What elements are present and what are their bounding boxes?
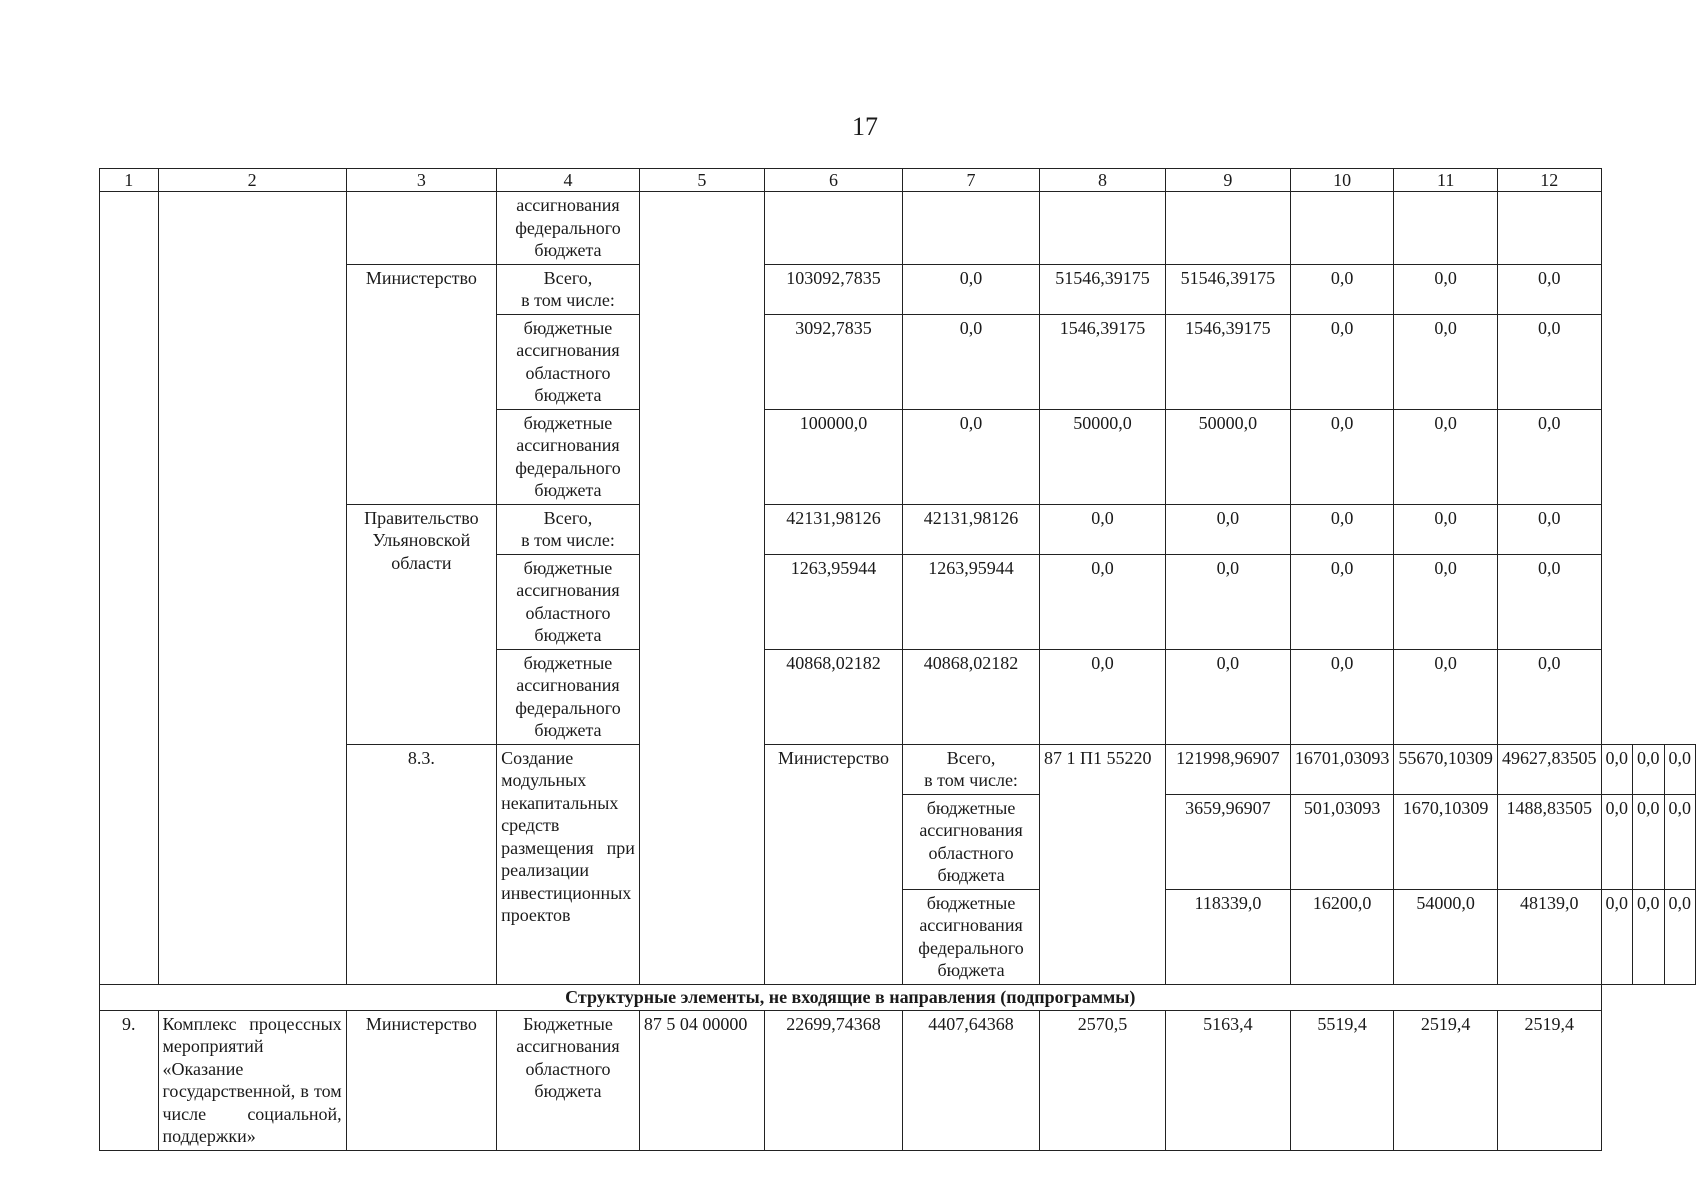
cell-value: 0,0 bbox=[1497, 409, 1601, 504]
cell-value: 0,0 bbox=[903, 264, 1040, 314]
cell-value: 0,0 bbox=[1497, 649, 1601, 744]
cell-name bbox=[158, 192, 346, 985]
column-header: 9 bbox=[1165, 169, 1290, 192]
cell-value: 0,0 bbox=[1497, 314, 1601, 409]
cell-name: Создание модульных некапитальных средств размещения при реализации инвестиционных проектов bbox=[497, 744, 640, 984]
cell-value: 118339,0 bbox=[1165, 889, 1290, 984]
cell-value: 2519,4 bbox=[1497, 1010, 1601, 1150]
cell-value bbox=[1039, 192, 1165, 265]
cell-value: 0,0 bbox=[1601, 744, 1633, 794]
section-title: Структурные элементы, не входящие в направления (подпрограммы) bbox=[100, 984, 1602, 1010]
cell-value: 55670,10309 bbox=[1394, 744, 1498, 794]
cell-executor bbox=[346, 192, 496, 265]
column-header: 4 bbox=[497, 169, 640, 192]
cell-source: бюджетные ассигнования федерального бюджета bbox=[497, 409, 640, 504]
cell-value bbox=[1290, 192, 1394, 265]
cell-source: Всего, в том числе: bbox=[497, 264, 640, 314]
cell-source: бюджетные ассигнования областного бюджета bbox=[497, 554, 640, 649]
column-header: 8 bbox=[1039, 169, 1165, 192]
cell-value: 51546,39175 bbox=[1165, 264, 1290, 314]
cell-value: 4407,64368 bbox=[903, 1010, 1040, 1150]
cell-value: 0,0 bbox=[1633, 889, 1665, 984]
cell-value: 0,0 bbox=[1394, 264, 1498, 314]
cell-value: 42131,98126 bbox=[903, 504, 1040, 554]
cell-value: 0,0 bbox=[903, 409, 1040, 504]
cell-value: 0,0 bbox=[1497, 264, 1601, 314]
cell-value bbox=[1394, 192, 1498, 265]
cell-value: 0,0 bbox=[1633, 744, 1665, 794]
cell-value: 0,0 bbox=[1394, 314, 1498, 409]
cell-value: 103092,7835 bbox=[764, 264, 902, 314]
cell-value: 1488,83505 bbox=[1497, 794, 1601, 889]
cell-value: 0,0 bbox=[1601, 889, 1633, 984]
cell-value: 0,0 bbox=[1290, 409, 1394, 504]
cell-value: 0,0 bbox=[1290, 264, 1394, 314]
column-header: 2 bbox=[158, 169, 346, 192]
cell-value: 1263,95944 bbox=[903, 554, 1040, 649]
column-header: 5 bbox=[639, 169, 764, 192]
table-row bbox=[100, 192, 1696, 265]
cell-value: 0,0 bbox=[1633, 794, 1665, 889]
column-header: 12 bbox=[1497, 169, 1601, 192]
cell-value: 0,0 bbox=[1165, 554, 1290, 649]
cell-value: 0,0 bbox=[1290, 554, 1394, 649]
cell-value: 3092,7835 bbox=[764, 314, 902, 409]
cell-value bbox=[1497, 192, 1601, 265]
cell-value: 0,0 bbox=[1664, 889, 1696, 984]
cell-value: 1546,39175 bbox=[1165, 314, 1290, 409]
cell-value: 0,0 bbox=[1394, 409, 1498, 504]
cell-value: 22699,74368 bbox=[764, 1010, 902, 1150]
cell-source: бюджетные ассигнования областного бюджета bbox=[497, 314, 640, 409]
cell-source: бюджетные ассигнования федерального бюджета bbox=[497, 649, 640, 744]
cell-value: 5163,4 bbox=[1165, 1010, 1290, 1150]
cell-value: 0,0 bbox=[1497, 504, 1601, 554]
cell-value: 0,0 bbox=[1165, 504, 1290, 554]
header-row bbox=[100, 169, 1696, 192]
cell-value: 40868,02182 bbox=[764, 649, 902, 744]
cell-number: 9. bbox=[100, 1010, 159, 1150]
cell-executor: Министерство bbox=[346, 1010, 496, 1150]
cell-source: бюджетные ассигнования федерального бюджета bbox=[903, 889, 1040, 984]
cell-value: 0,0 bbox=[1290, 504, 1394, 554]
budget-table bbox=[99, 168, 1696, 1151]
column-header: 6 bbox=[764, 169, 902, 192]
cell-value: 1670,10309 bbox=[1394, 794, 1498, 889]
cell-code: 87 1 П1 55220 bbox=[1039, 744, 1165, 984]
cell-value: 54000,0 bbox=[1394, 889, 1498, 984]
cell-name: Комплекс процессных мероприятий «Оказание государственной, в том числе социальной, поддержки» bbox=[158, 1010, 346, 1150]
cell-value: 51546,39175 bbox=[1039, 264, 1165, 314]
cell-value: 49627,83505 bbox=[1497, 744, 1601, 794]
cell-value: 0,0 bbox=[1394, 554, 1498, 649]
cell-number: 8.3. bbox=[346, 744, 496, 984]
cell-value: 50000,0 bbox=[1165, 409, 1290, 504]
cell-value: 0,0 bbox=[1394, 504, 1498, 554]
cell-value: 2570,5 bbox=[1039, 1010, 1165, 1150]
cell-value: 48139,0 bbox=[1497, 889, 1601, 984]
cell-value bbox=[1165, 192, 1290, 265]
cell-source: Бюджетные ассигнования областного бюджета bbox=[497, 1010, 640, 1150]
column-header: 3 bbox=[346, 169, 496, 192]
cell-value: 100000,0 bbox=[764, 409, 902, 504]
cell-source: Всего, в том числе: bbox=[497, 504, 640, 554]
cell-value: 0,0 bbox=[1497, 554, 1601, 649]
cell-executor: Министерство bbox=[764, 744, 902, 984]
cell-value: 16200,0 bbox=[1290, 889, 1394, 984]
cell-value: 0,0 bbox=[1165, 649, 1290, 744]
cell-code: 87 5 04 00000 bbox=[639, 1010, 764, 1150]
cell-source: ассигнования федерального бюджета bbox=[497, 192, 640, 265]
page-number: 17 bbox=[852, 112, 878, 141]
cell-value: 0,0 bbox=[1664, 744, 1696, 794]
column-header: 7 bbox=[903, 169, 1040, 192]
section-row bbox=[100, 984, 1696, 1010]
cell-executor: Министерство bbox=[346, 264, 496, 504]
cell-value: 0,0 bbox=[1039, 504, 1165, 554]
cell-value: 0,0 bbox=[1039, 649, 1165, 744]
cell-code bbox=[639, 192, 764, 985]
cell-value: 0,0 bbox=[1039, 554, 1165, 649]
cell-value: 0,0 bbox=[1394, 649, 1498, 744]
cell-value: 1263,95944 bbox=[764, 554, 902, 649]
cell-value: 0,0 bbox=[903, 314, 1040, 409]
column-header: 11 bbox=[1394, 169, 1498, 192]
cell-value: 1546,39175 bbox=[1039, 314, 1165, 409]
cell-value: 16701,03093 bbox=[1290, 744, 1394, 794]
cell-value: 3659,96907 bbox=[1165, 794, 1290, 889]
cell-value: 501,03093 bbox=[1290, 794, 1394, 889]
cell-value: 0,0 bbox=[1290, 314, 1394, 409]
cell-value: 0,0 bbox=[1664, 794, 1696, 889]
cell-source: Всего, в том числе: bbox=[903, 744, 1040, 794]
cell-number bbox=[100, 192, 159, 985]
cell-value: 50000,0 bbox=[1039, 409, 1165, 504]
cell-value: 121998,96907 bbox=[1165, 744, 1290, 794]
cell-value bbox=[903, 192, 1040, 265]
cell-value: 40868,02182 bbox=[903, 649, 1040, 744]
table-row bbox=[100, 1010, 1696, 1150]
cell-source: бюджетные ассигнования областного бюджета bbox=[903, 794, 1040, 889]
column-header: 10 bbox=[1290, 169, 1394, 192]
cell-value: 5519,4 bbox=[1290, 1010, 1394, 1150]
cell-value bbox=[764, 192, 902, 265]
column-header: 1 bbox=[100, 169, 159, 192]
cell-executor: Правительство Ульяновской области bbox=[346, 504, 496, 744]
cell-value: 0,0 bbox=[1601, 794, 1633, 889]
cell-value: 0,0 bbox=[1290, 649, 1394, 744]
cell-value: 42131,98126 bbox=[764, 504, 902, 554]
cell-value: 2519,4 bbox=[1394, 1010, 1498, 1150]
